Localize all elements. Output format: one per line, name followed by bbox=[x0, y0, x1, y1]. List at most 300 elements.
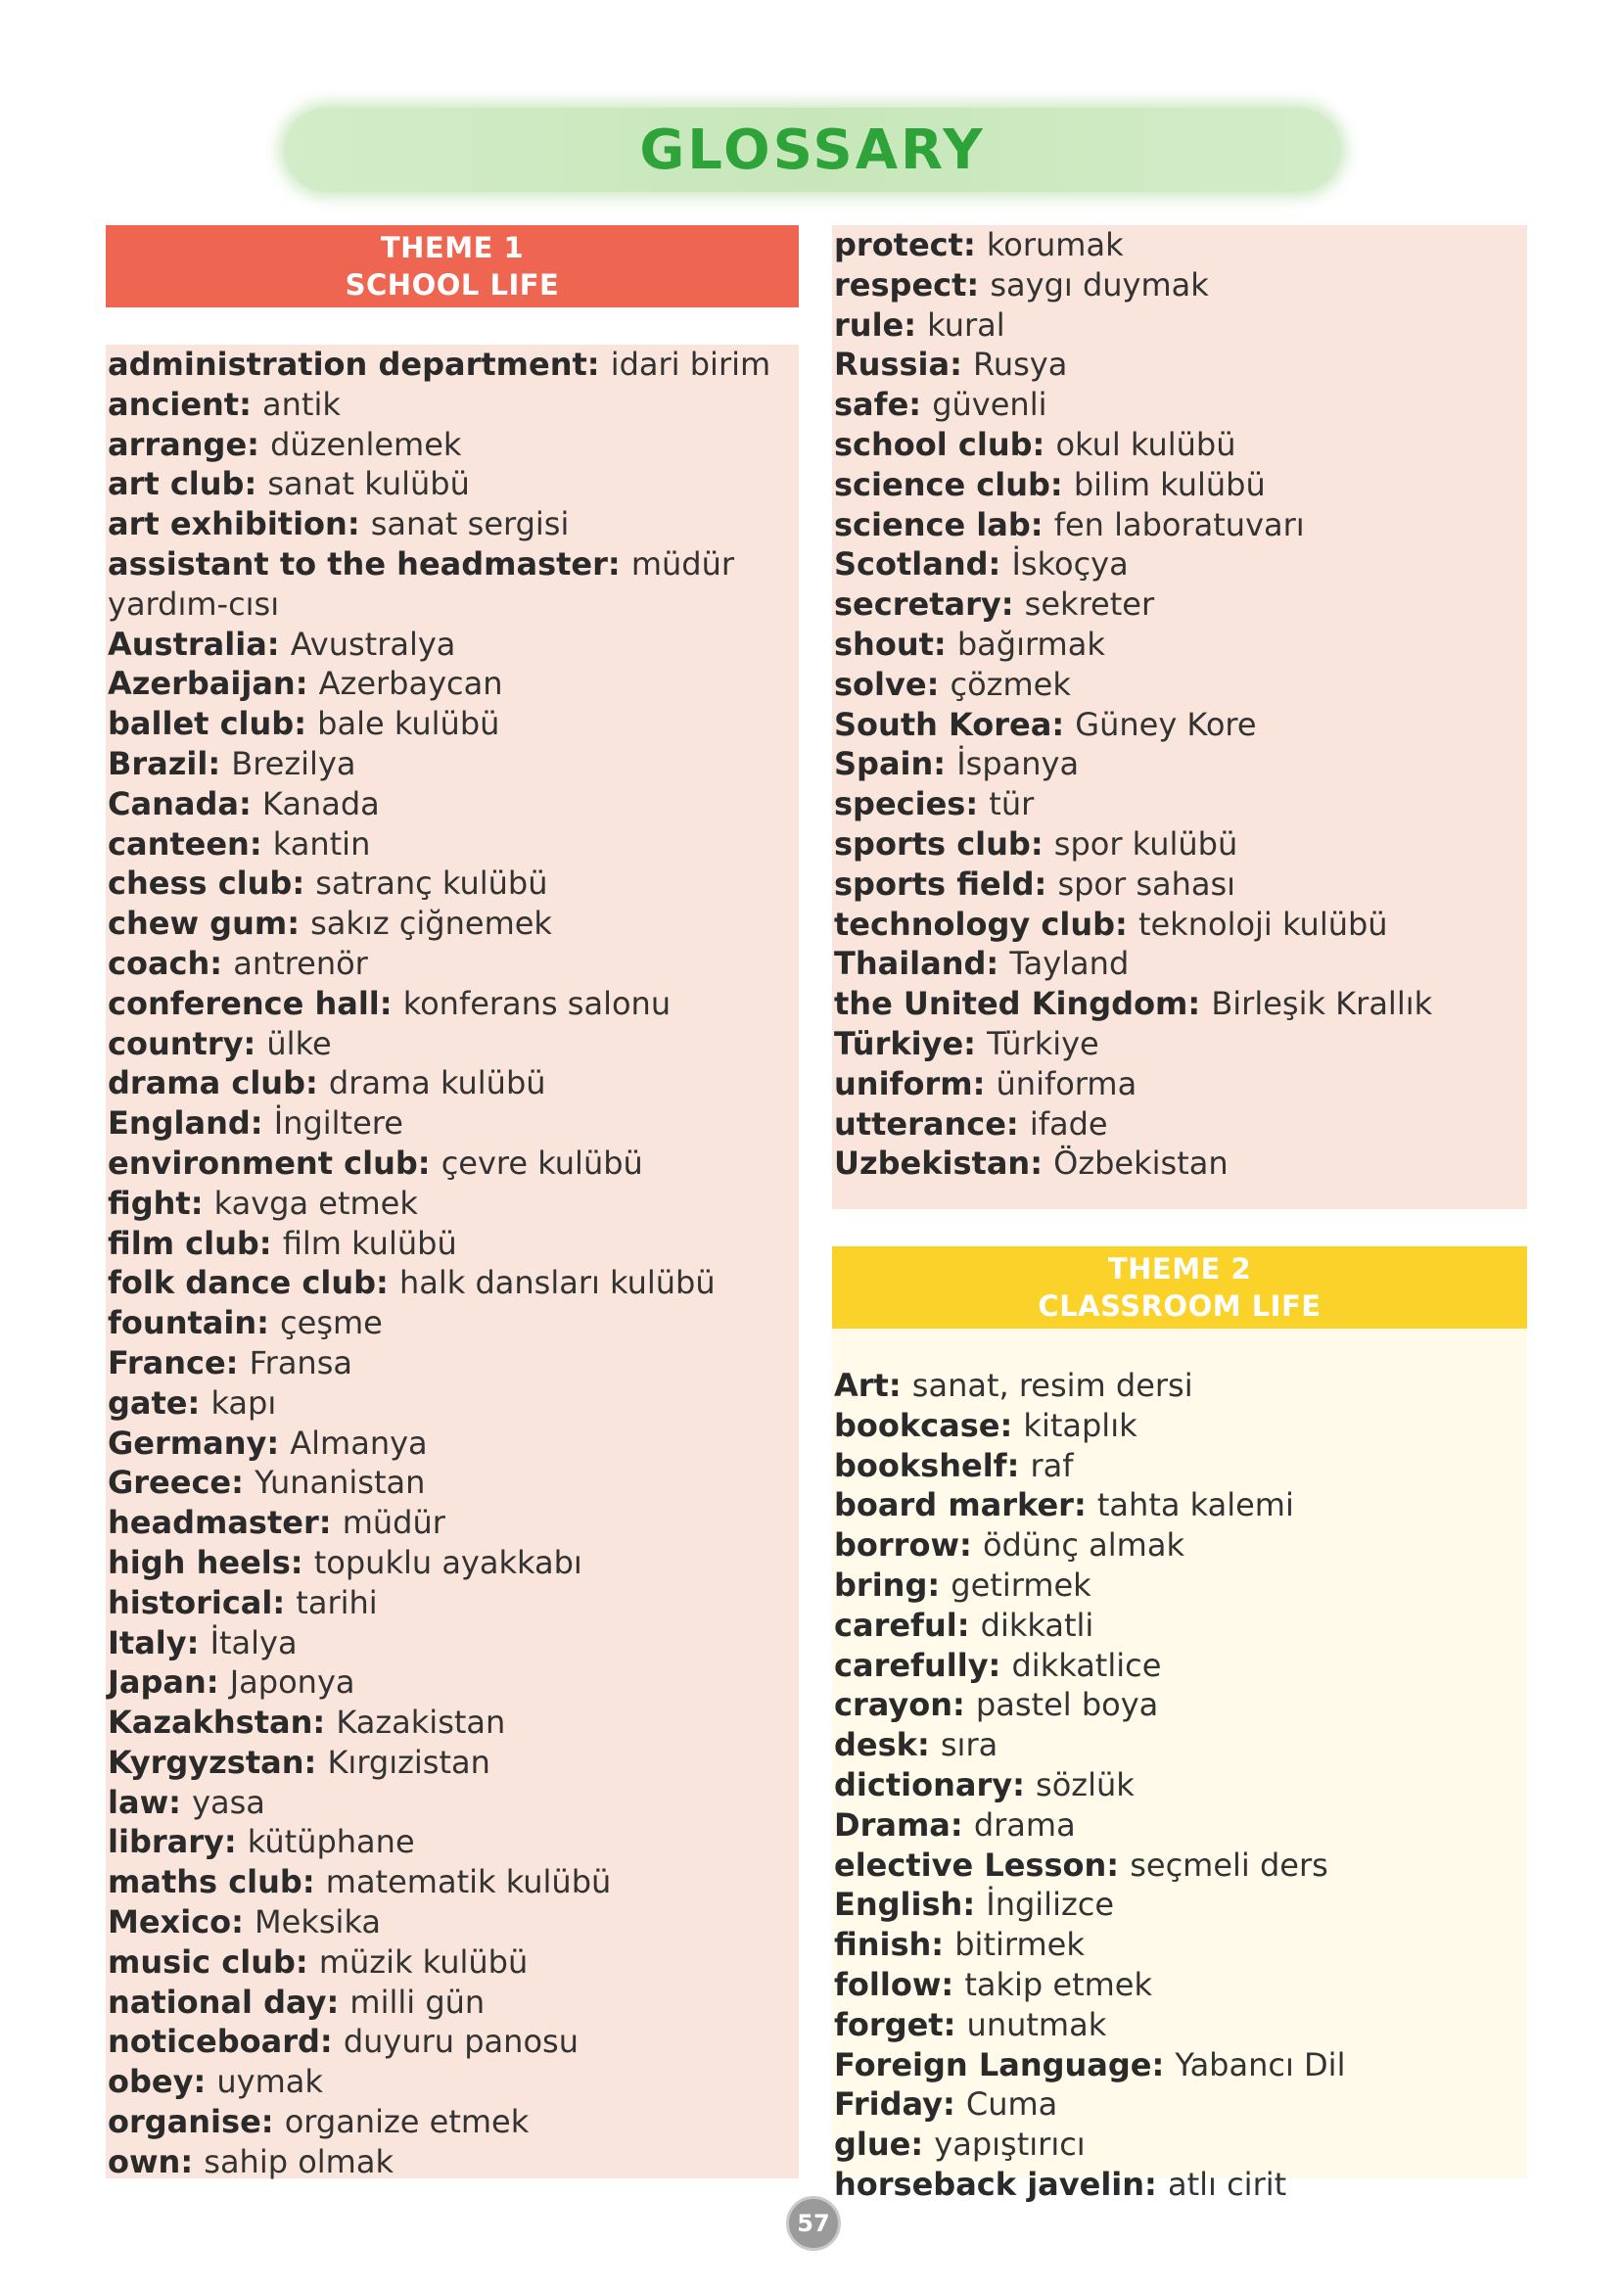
glossary-definition: yapıştırıcı bbox=[934, 2126, 1086, 2164]
glossary-entry bbox=[106, 824, 799, 865]
glossary-entry bbox=[832, 1406, 1527, 1446]
glossary-term: Thailand bbox=[834, 945, 987, 983]
spacer bbox=[832, 1209, 1527, 1246]
term-separator: : bbox=[186, 1623, 210, 1661]
glossary-definition: unutmak bbox=[966, 2005, 1107, 2043]
term-separator: : bbox=[941, 1965, 965, 2003]
glossary-term: Brazil bbox=[108, 744, 209, 782]
glossary-entry bbox=[106, 544, 799, 625]
glossary-definition: drama bbox=[973, 1805, 1076, 1844]
glossary-definition: drama kulübü bbox=[328, 1064, 546, 1102]
glossary-entry bbox=[106, 1623, 799, 1663]
glossary-term: gate bbox=[108, 1383, 188, 1422]
term-separator: : bbox=[180, 2142, 205, 2180]
theme1-title: SCHOOL LIFE bbox=[345, 268, 560, 302]
glossary-entry bbox=[106, 385, 799, 425]
glossary-definition: atlı cirit bbox=[1167, 2165, 1287, 2203]
glossary-term: the United Kingdom bbox=[834, 985, 1188, 1023]
glossary-definition: Japonya bbox=[229, 1663, 355, 1702]
glossary-term: ballet club bbox=[108, 705, 295, 743]
term-separator: : bbox=[244, 465, 268, 503]
term-separator: : bbox=[1030, 505, 1054, 543]
glossary-definition: düzenlemek bbox=[270, 425, 462, 463]
term-separator: : bbox=[950, 346, 974, 384]
glossary-term: utterance bbox=[834, 1104, 1006, 1143]
glossary-term: canteen bbox=[108, 824, 250, 863]
term-separator: : bbox=[187, 1383, 211, 1422]
glossary-term: film club bbox=[108, 1224, 259, 1262]
glossary-definition: ifade bbox=[1029, 1104, 1108, 1143]
glossary-definition: antik bbox=[262, 385, 341, 423]
glossary-term: own bbox=[108, 2142, 181, 2180]
term-separator: : bbox=[962, 226, 987, 263]
glossary-definition: organize etmek bbox=[284, 2103, 530, 2141]
glossary-definition: İspanya bbox=[956, 745, 1080, 783]
glossary-list bbox=[106, 345, 799, 2182]
glossary-entry bbox=[106, 1224, 799, 1264]
term-separator: : bbox=[266, 625, 291, 663]
glossary-entry bbox=[106, 1543, 799, 1583]
glossary-definition: matematik kulübü bbox=[325, 1863, 612, 1901]
glossary-term: bring bbox=[834, 1566, 928, 1604]
glossary-definition: Birleşik Krallık bbox=[1211, 985, 1433, 1023]
glossary-definition: tarihi bbox=[296, 1583, 378, 1621]
glossary-entry bbox=[106, 1383, 799, 1424]
term-separator: : bbox=[986, 945, 1010, 983]
glossary-entry bbox=[106, 904, 799, 944]
glossary-term: follow bbox=[834, 1965, 942, 2003]
glossary-definition: bale kulübü bbox=[317, 705, 500, 743]
term-separator: : bbox=[1006, 1446, 1031, 1484]
term-separator: : bbox=[303, 1743, 328, 1781]
term-separator: : bbox=[326, 1983, 350, 2021]
term-separator: : bbox=[417, 1144, 441, 1182]
left-column bbox=[106, 225, 799, 2178]
glossary-definition: Güney Kore bbox=[1075, 705, 1257, 743]
glossary-term: school club bbox=[834, 425, 1033, 463]
glossary-entry bbox=[832, 824, 1527, 865]
glossary-entry bbox=[106, 1783, 799, 1823]
theme2-header bbox=[832, 1246, 1527, 1329]
term-separator: : bbox=[1012, 1765, 1037, 1803]
term-separator: : bbox=[1000, 585, 1025, 624]
glossary-definition: Kanada bbox=[261, 784, 380, 822]
glossary-definition: Meksika bbox=[255, 1903, 382, 1941]
glossary-definition: Türkiye bbox=[987, 1024, 1099, 1062]
glossary-term: borrow bbox=[834, 1526, 959, 1565]
term-separator: : bbox=[379, 984, 403, 1022]
glossary-term: maths club bbox=[108, 1863, 302, 1901]
glossary-term: library bbox=[108, 1823, 224, 1861]
glossary-entry bbox=[832, 2165, 1527, 2205]
glossary-definition: İskoçya bbox=[1011, 545, 1129, 584]
glossary-definition: sahip olmak bbox=[204, 2142, 394, 2180]
glossary-definition: sakız çiğnemek bbox=[310, 905, 552, 943]
term-separator: : bbox=[1115, 905, 1138, 943]
glossary-term: Azerbaijan bbox=[108, 665, 296, 703]
glossary-entry bbox=[106, 1024, 799, 1064]
glossary-term: Spain bbox=[834, 745, 934, 783]
term-separator: : bbox=[933, 745, 957, 783]
glossary-term: species bbox=[834, 785, 966, 823]
glossary-definition: sözlük bbox=[1036, 1765, 1135, 1803]
glossary-entry bbox=[106, 704, 799, 744]
glossary-entry bbox=[832, 1525, 1527, 1566]
glossary-entry bbox=[832, 2125, 1527, 2165]
glossary-term: law bbox=[108, 1783, 169, 1821]
glossary-term: obey bbox=[108, 2063, 194, 2101]
term-separator: : bbox=[287, 905, 311, 943]
glossary-entry bbox=[832, 1566, 1527, 1606]
glossary-term: science lab bbox=[834, 505, 1031, 543]
glossary-entry bbox=[832, 1685, 1527, 1725]
glossary-entry bbox=[832, 2005, 1527, 2045]
glossary-term: headmaster bbox=[108, 1504, 319, 1542]
glossary-entry bbox=[106, 744, 799, 784]
glossary-definition: bitirmek bbox=[954, 1926, 1085, 1964]
glossary-term: elective Lesson bbox=[834, 1846, 1107, 1884]
glossary-definition: korumak bbox=[986, 226, 1124, 263]
term-separator: : bbox=[223, 1823, 248, 1861]
term-separator: : bbox=[943, 2005, 967, 2043]
glossary-definition: satranç kulübü bbox=[315, 865, 548, 903]
glossary-term: horseback javelin bbox=[834, 2165, 1145, 2203]
glossary-entry bbox=[832, 1104, 1527, 1145]
glossary-definition: teknoloji kulübü bbox=[1137, 905, 1388, 943]
glossary-entry bbox=[832, 1725, 1527, 1765]
glossary-entry bbox=[832, 465, 1527, 505]
glossary-term: chess club bbox=[108, 865, 293, 903]
term-separator: : bbox=[193, 2063, 217, 2101]
term-separator: : bbox=[1151, 2045, 1176, 2083]
term-separator: : bbox=[304, 1064, 329, 1102]
glossary-definition: kantin bbox=[272, 824, 371, 863]
term-separator: : bbox=[1005, 1104, 1030, 1143]
glossary-entry bbox=[106, 784, 799, 824]
glossary-entry bbox=[106, 1103, 799, 1144]
glossary-entry bbox=[832, 1366, 1527, 1406]
glossary-definition: Kırgızistan bbox=[327, 1743, 490, 1781]
glossary-definition: film kulübü bbox=[282, 1224, 457, 1262]
glossary-definition: kitaplık bbox=[1023, 1406, 1137, 1444]
term-separator: : bbox=[231, 1464, 255, 1502]
glossary-term: historical bbox=[108, 1583, 273, 1621]
glossary-entry bbox=[832, 1064, 1527, 1104]
glossary-entry bbox=[106, 1063, 799, 1103]
glossary-definition: dikkatli bbox=[980, 1606, 1094, 1644]
glossary-term: country bbox=[108, 1024, 244, 1062]
glossary-definition: dikkatlice bbox=[1011, 1646, 1162, 1684]
glossary-entry bbox=[832, 1144, 1527, 1184]
term-separator: : bbox=[256, 1304, 281, 1342]
glossary-entry bbox=[832, 744, 1527, 784]
glossary-definition: sanat kulübü bbox=[267, 465, 470, 503]
glossary-definition: fen laboratuvarı bbox=[1053, 505, 1305, 543]
term-separator: : bbox=[962, 1886, 987, 1924]
glossary-definition: milli gün bbox=[349, 1983, 486, 2021]
glossary-entry bbox=[106, 864, 799, 904]
glossary-entry bbox=[106, 1862, 799, 1902]
glossary-term: forget bbox=[834, 2005, 944, 2043]
glossary-term: technology club bbox=[834, 905, 1115, 943]
glossary-term: noticeboard bbox=[108, 2023, 320, 2061]
glossary-entry bbox=[106, 1144, 799, 1184]
glossary-term: music club bbox=[108, 1942, 296, 1981]
glossary-term: Japan bbox=[108, 1663, 207, 1702]
glossary-definition: sekreter bbox=[1024, 585, 1155, 624]
glossary-definition: sanat sergisi bbox=[370, 505, 570, 543]
term-separator: : bbox=[1030, 824, 1054, 863]
glossary-entry bbox=[106, 1902, 799, 1942]
glossary-term: science club bbox=[834, 465, 1050, 503]
glossary-entry bbox=[106, 1503, 799, 1543]
term-separator: : bbox=[1073, 1486, 1097, 1524]
term-separator: : bbox=[302, 1863, 326, 1901]
glossary-term: Kyrgyzstan bbox=[108, 1743, 304, 1781]
glossary-entry bbox=[832, 1965, 1527, 2005]
glossary-entry bbox=[106, 944, 799, 984]
glossary-entry bbox=[106, 2022, 799, 2062]
theme2-title: CLASSROOM LIFE bbox=[1038, 1289, 1322, 1323]
glossary-definition: Almanya bbox=[290, 1424, 428, 1462]
glossary-term: art club bbox=[108, 465, 245, 503]
term-separator: : bbox=[319, 2023, 344, 2061]
glossary-definition: idari birim bbox=[610, 346, 771, 383]
term-separator: : bbox=[190, 1184, 214, 1222]
glossary-definition: konferans salonu bbox=[402, 984, 672, 1022]
term-separator: : bbox=[916, 1726, 941, 1764]
glossary-term: carefully bbox=[834, 1646, 989, 1684]
glossary-entry bbox=[106, 2102, 799, 2142]
theme2-number: THEME 2 bbox=[1107, 1252, 1252, 1286]
glossary-term: protect bbox=[834, 226, 963, 263]
glossary-definition: Azerbaycan bbox=[318, 665, 503, 703]
glossary-term: drama club bbox=[108, 1064, 305, 1102]
glossary-term: Greece bbox=[108, 1464, 232, 1502]
glossary-definition: seçmeli ders bbox=[1130, 1846, 1328, 1884]
term-separator: : bbox=[933, 625, 957, 663]
page-number: 57 bbox=[786, 2196, 841, 2251]
glossary-term: Australia bbox=[108, 625, 267, 663]
glossary-term: sports club bbox=[834, 824, 1031, 863]
glossary-entry bbox=[106, 1662, 799, 1703]
glossary-definition: okul kulübü bbox=[1055, 425, 1236, 463]
glossary-term: ancient bbox=[108, 385, 240, 423]
title-banner bbox=[284, 108, 1341, 192]
glossary-entry bbox=[106, 2142, 799, 2182]
theme1-number: THEME 1 bbox=[380, 231, 525, 264]
glossary-entry bbox=[832, 2045, 1527, 2085]
term-separator: : bbox=[247, 425, 271, 463]
term-separator: : bbox=[926, 665, 951, 703]
term-separator: : bbox=[1187, 985, 1212, 1023]
term-separator: : bbox=[295, 1942, 319, 1981]
glossary-term: bookcase bbox=[834, 1406, 1000, 1444]
glossary-entry bbox=[832, 225, 1527, 265]
term-separator: : bbox=[972, 1064, 997, 1102]
term-separator: : bbox=[950, 1805, 974, 1844]
term-separator: : bbox=[258, 1224, 283, 1262]
term-separator: : bbox=[239, 385, 263, 423]
glossary-definition: çözmek bbox=[950, 665, 1071, 703]
glossary-term: Foreign Language bbox=[834, 2045, 1152, 2083]
glossary-term: chew gum bbox=[108, 905, 288, 943]
glossary-term: glue bbox=[834, 2126, 911, 2164]
glossary-list bbox=[832, 1366, 1527, 2205]
glossary-term: English bbox=[834, 1886, 963, 1924]
glossary-entry bbox=[832, 2084, 1527, 2125]
glossary-entry bbox=[106, 464, 799, 504]
glossary-term: Mexico bbox=[108, 1903, 232, 1941]
glossary-entry bbox=[106, 1703, 799, 1743]
glossary-term: Drama bbox=[834, 1805, 951, 1844]
glossary-entry bbox=[106, 1184, 799, 1224]
glossary-term: environment club bbox=[108, 1144, 418, 1182]
glossary-term: administration department bbox=[108, 346, 587, 383]
glossary-definition: saygı duymak bbox=[990, 265, 1209, 304]
term-separator: : bbox=[586, 346, 611, 383]
page-title: GLOSSARY bbox=[639, 117, 986, 182]
term-separator: : bbox=[168, 1783, 193, 1821]
term-separator: : bbox=[272, 1583, 297, 1621]
glossary-entry bbox=[832, 1846, 1527, 1886]
glossary-definition: müdür yardım-cısı bbox=[108, 544, 735, 623]
glossary-entry bbox=[832, 625, 1527, 665]
glossary-entry bbox=[106, 1822, 799, 1862]
glossary-list bbox=[832, 225, 1527, 1184]
glossary-definition: Avustralya bbox=[290, 625, 456, 663]
glossary-entry bbox=[832, 1885, 1527, 1925]
glossary-term: fountain bbox=[108, 1304, 257, 1342]
glossary-term: England bbox=[108, 1104, 251, 1143]
term-separator: : bbox=[260, 2103, 285, 2141]
term-separator: : bbox=[1030, 1145, 1054, 1183]
glossary-entry bbox=[106, 1424, 799, 1464]
glossary-definition: çeşme bbox=[280, 1304, 383, 1342]
glossary-entry bbox=[106, 1343, 799, 1383]
term-separator: : bbox=[908, 386, 933, 424]
right-column bbox=[832, 225, 1527, 2203]
glossary-entry bbox=[832, 905, 1527, 945]
term-separator: : bbox=[243, 1024, 267, 1062]
glossary-entry bbox=[832, 584, 1527, 625]
glossary-entry bbox=[106, 664, 799, 704]
term-separator: : bbox=[956, 1606, 981, 1644]
term-separator: : bbox=[942, 2085, 966, 2124]
term-separator: : bbox=[347, 505, 371, 543]
glossary-term: Friday bbox=[834, 2085, 943, 2124]
glossary-entry bbox=[832, 1805, 1527, 1846]
glossary-term: conference hall bbox=[108, 984, 380, 1022]
glossary-term: coach bbox=[108, 944, 210, 982]
glossary-entry bbox=[832, 1446, 1527, 1486]
glossary-definition: takip etmek bbox=[964, 1965, 1153, 2003]
glossary-term: high heels bbox=[108, 1543, 291, 1581]
term-separator: : bbox=[231, 1903, 255, 1941]
glossary-term: desk bbox=[834, 1726, 917, 1764]
glossary-term: folk dance club bbox=[108, 1264, 377, 1302]
glossary-term: Uzbekistan bbox=[834, 1145, 1031, 1183]
glossary-entry bbox=[106, 1983, 799, 2023]
glossary-definition: Fransa bbox=[249, 1343, 352, 1381]
term-separator: : bbox=[208, 744, 232, 782]
glossary-definition: Yunanistan bbox=[255, 1464, 426, 1502]
glossary-entry bbox=[832, 865, 1527, 905]
theme1-left-list bbox=[106, 345, 799, 2178]
glossary-definition: bağırmak bbox=[956, 625, 1105, 663]
glossary-entry bbox=[106, 1743, 799, 1783]
glossary-definition: Cuma bbox=[965, 2085, 1058, 2124]
glossary-term: South Korea bbox=[834, 705, 1052, 743]
glossary-definition: topuklu ayakkabı bbox=[313, 1543, 582, 1581]
glossary-entry bbox=[106, 2062, 799, 2102]
glossary-entry bbox=[832, 1646, 1527, 1686]
glossary-entry bbox=[832, 305, 1527, 346]
glossary-entry bbox=[832, 505, 1527, 545]
glossary-term: rule bbox=[834, 305, 905, 344]
term-separator: : bbox=[966, 265, 991, 304]
glossary-definition: ülke bbox=[266, 1024, 332, 1062]
glossary-definition: güvenli bbox=[932, 386, 1047, 424]
glossary-term: art exhibition bbox=[108, 505, 348, 543]
term-separator: : bbox=[951, 1686, 976, 1724]
term-separator: : bbox=[295, 665, 319, 703]
glossary-definition: İtalya bbox=[209, 1623, 298, 1661]
glossary-entry bbox=[106, 345, 799, 385]
glossary-definition: raf bbox=[1030, 1446, 1074, 1484]
glossary-definition: üniforma bbox=[996, 1064, 1137, 1102]
term-separator: : bbox=[250, 1104, 274, 1143]
term-separator: : bbox=[206, 1663, 230, 1702]
term-separator: : bbox=[318, 1504, 343, 1542]
term-separator: : bbox=[999, 1406, 1024, 1444]
glossary-entry bbox=[106, 1303, 799, 1343]
glossary-definition: bilim kulübü bbox=[1073, 465, 1266, 503]
glossary-term: solve bbox=[834, 665, 927, 703]
glossary-entry bbox=[832, 984, 1527, 1024]
glossary-entry bbox=[106, 1942, 799, 1983]
spacer bbox=[106, 307, 799, 345]
term-separator: : bbox=[294, 705, 318, 743]
glossary-definition: Özbekistan bbox=[1053, 1145, 1229, 1183]
glossary-entry bbox=[832, 345, 1527, 385]
term-separator: : bbox=[238, 784, 262, 822]
term-separator: : bbox=[963, 1024, 988, 1062]
glossary-term: shout bbox=[834, 625, 934, 663]
glossary-term: board marker bbox=[834, 1486, 1074, 1524]
glossary-definition: sanat, resim dersi bbox=[911, 1367, 1193, 1404]
glossary-definition: çevre kulübü bbox=[441, 1144, 643, 1182]
glossary-definition: Brezilya bbox=[231, 744, 356, 782]
glossary-definition: yasa bbox=[192, 1783, 265, 1821]
term-separator: : bbox=[312, 1704, 337, 1742]
glossary-entry bbox=[832, 1024, 1527, 1064]
term-separator: : bbox=[292, 865, 316, 903]
theme1-header bbox=[106, 225, 799, 307]
glossary-definition: İngilizce bbox=[986, 1886, 1115, 1924]
glossary-entry bbox=[832, 1925, 1527, 1965]
glossary-definition: halk dansları kulübü bbox=[398, 1264, 716, 1302]
glossary-term: assistant to the headmaster bbox=[108, 544, 608, 583]
glossary-term: bookshelf bbox=[834, 1446, 1007, 1484]
term-separator: : bbox=[1049, 465, 1074, 503]
glossary-definition: getirmek bbox=[951, 1566, 1091, 1604]
glossary-term: fight bbox=[108, 1184, 191, 1222]
term-separator: : bbox=[959, 1526, 983, 1565]
glossary-term: sports field bbox=[834, 865, 1035, 903]
term-separator: : bbox=[910, 2126, 935, 2164]
glossary-term: Russia bbox=[834, 346, 951, 384]
